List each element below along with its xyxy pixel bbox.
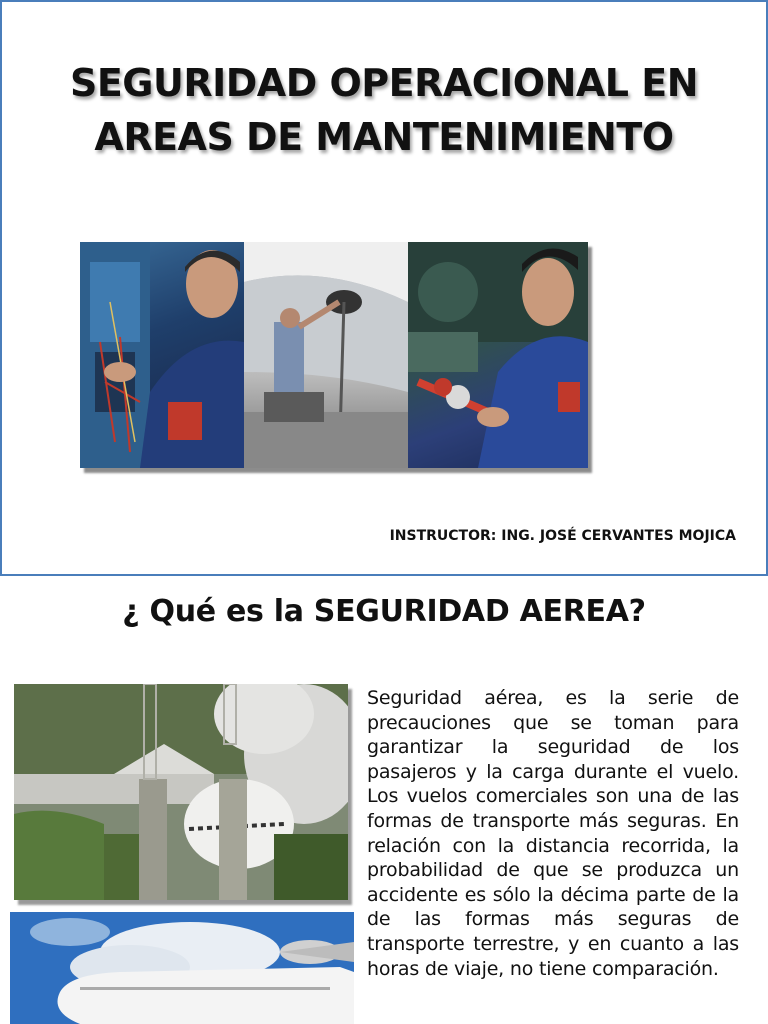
maintenance-photo-collage bbox=[80, 242, 588, 468]
technician-wiring-photo bbox=[80, 242, 244, 468]
aircraft-engine-photo bbox=[244, 242, 408, 468]
title-line-1: SEGURIDAD OPERACIONAL EN bbox=[69, 61, 699, 105]
airplane-in-sky-photo bbox=[10, 912, 354, 1024]
slide-1-title bbox=[2, 56, 766, 164]
instructor-name: INSTRUCTOR: ING. JOSÉ CERVANTES MOJICA bbox=[389, 528, 736, 544]
aircraft-crash-photo bbox=[14, 684, 348, 900]
technician-gauges-photo bbox=[408, 242, 588, 468]
slide-2-title: ¿ Qué es la SEGURIDAD AEREA? bbox=[122, 594, 646, 629]
seguridad-aerea-definition: Seguridad aérea, es la serie de precauciones que se toman para garantizar la seguridad de los pasajeros y la carga durante el vuelo. Los vuelos comerciales son una de las formas de transporte más seguras. En relación con la distancia recorrida, la probabilidad de que se produzca un accidente es sólo la décima parte de la de las formas más seguras de transporte terrestre, y en cuanto a las horas de viaje, no tiene comparación. bbox=[367, 687, 739, 980]
title-line-2: AREAS DE MANTENIMIENTO bbox=[94, 115, 674, 159]
